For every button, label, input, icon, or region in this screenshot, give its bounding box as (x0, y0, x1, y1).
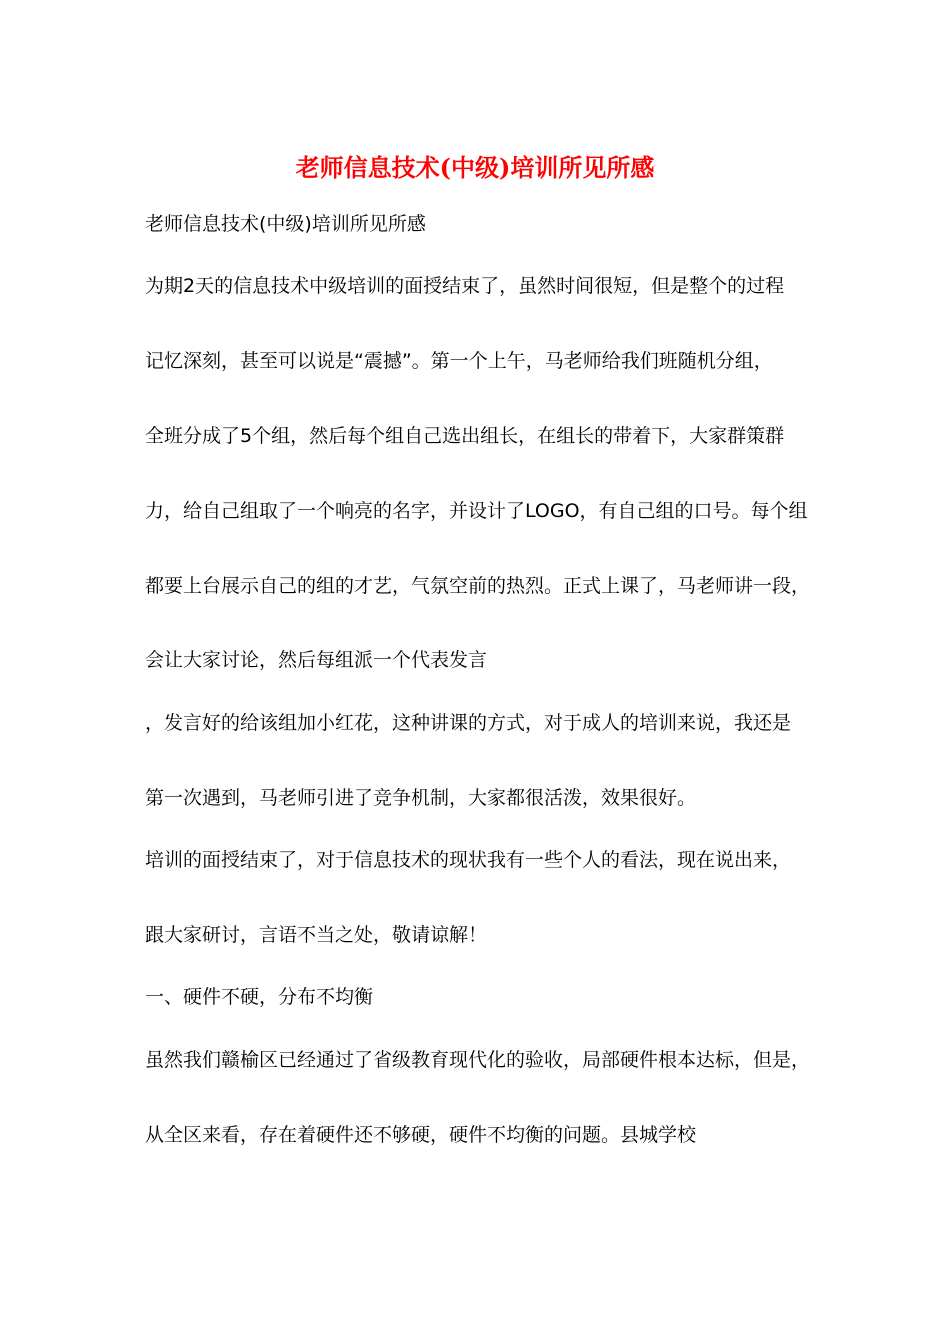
body-line: 都要上台展示自己的组的才艺，气氛空前的热烈。正式上课了，马老师讲一段， (145, 575, 811, 597)
body-line: 记忆深刻，甚至可以说是“震撼”。第一个上午，马老师给我们班随机分组， (145, 350, 773, 372)
subtitle-line: 老师信息技术(中级)培训所见所感 (145, 213, 426, 235)
body-line: 从全区来看，存在着硬件还不够硬，硬件不均衡的问题。县城学校 (145, 1124, 697, 1146)
body-line: 第一次遇到，马老师引进了竞争机制，大家都很活泼，效果很好。 (145, 787, 697, 809)
body-line: 为期2天的信息技术中级培训的面授结束了，虽然时间很短，但是整个的过程 (145, 275, 785, 297)
body-line: 力，给自己组取了一个响亮的名字，并设计了LOGO，有自己组的口号。每个组 (145, 500, 808, 522)
body-line: 跟大家研讨，言语不当之处，敬请谅解！ (145, 924, 488, 946)
body-line: 培训的面授结束了，对于信息技术的现状我有一些个人的看法，现在说出来， (145, 849, 792, 871)
body-line: ，发言好的给该组加小红花，这种讲课的方式，对于成人的培训来说，我还是 (145, 712, 792, 734)
body-line: 会让大家讨论，然后每组派一个代表发言 (145, 649, 488, 671)
body-line: 虽然我们赣榆区已经通过了省级教育现代化的验收，局部硬件根本达标，但是， (145, 1049, 811, 1071)
document-title: 老师信息技术(中级)培训所见所感 (295, 153, 655, 182)
section-heading: 一、硬件不硬，分布不均衡 (145, 986, 374, 1008)
body-line: 全班分成了5个组，然后每个组自己选出组长，在组长的带着下，大家群策群 (145, 425, 785, 447)
